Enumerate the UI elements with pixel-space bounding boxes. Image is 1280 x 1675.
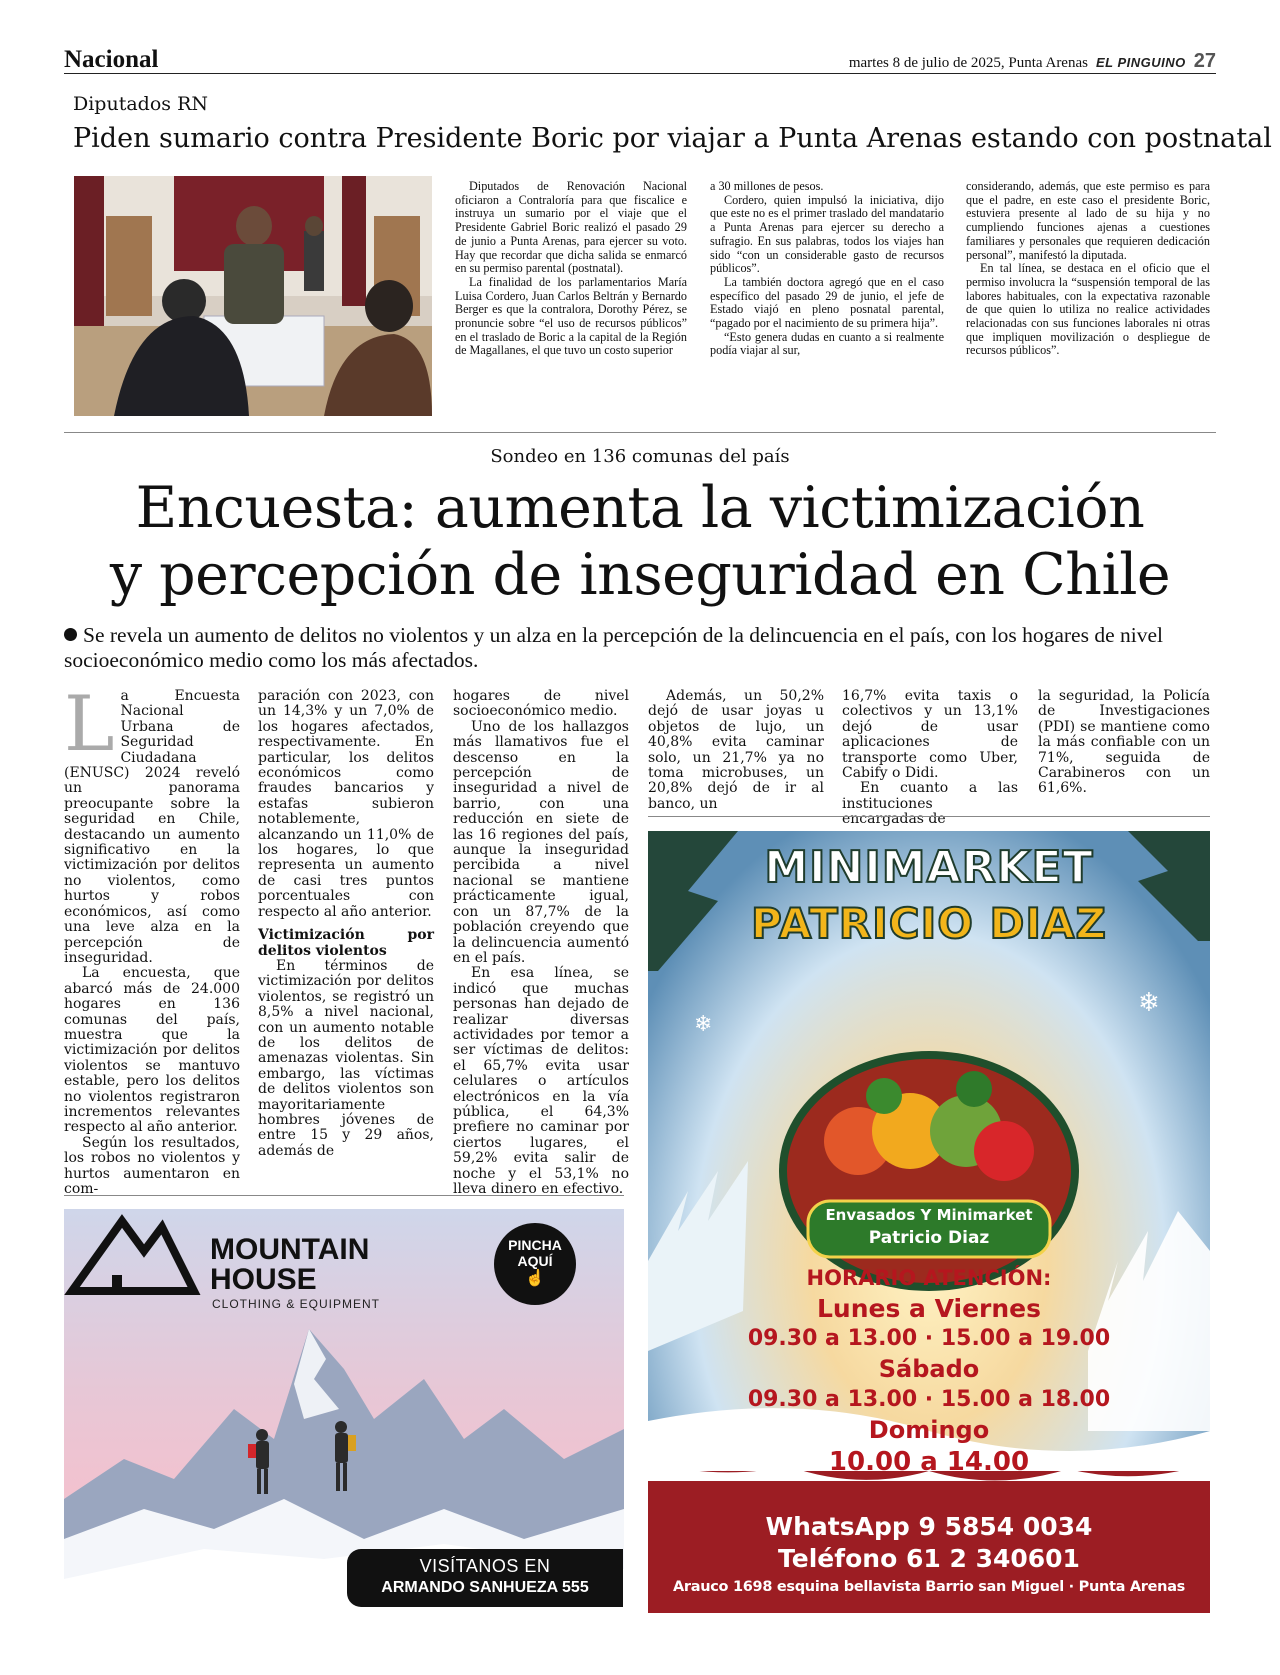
mountain-house-ad[interactable] xyxy=(64,1209,624,1613)
subhead: Victimización por delitos violentos xyxy=(258,927,434,959)
weekday-label: Lunes a Viernes xyxy=(816,1294,1042,1323)
paragraph: considerando, además, que este permiso es para que el padre, en este caso el presidente Boric, estuviera presente al lado de su hija y no cumpliendo funciones ajenas a cuestiones familiares y personales que requieren dedicación personal”, manifestó la diputada. xyxy=(966,179,1210,262)
story2-column-2 xyxy=(258,689,434,1159)
story1-kicker: Diputados RN xyxy=(73,93,208,115)
paragraph: En tal línea, se destaca en el oficio que el permiso involucra la “suspensión temporal de las labores habituales, con la expectativa razonable de que quien lo utiliza no realice actividades relacionadas con sus funciones laborales ni otras que impliquen movilización o despliegue de recursos públicos”. xyxy=(966,261,1210,358)
pointer-icon: ☝ xyxy=(525,1270,545,1287)
lede-text: Se revela un aumento de delitos no violentos y un alza en la percepción de la delincuencia en el país, con los hogares de nivel socioeconómico medio como los más afectados. xyxy=(64,623,1163,672)
paragraph: hogares de nivel socioeconómico medio. xyxy=(453,688,629,720)
story2-column-5 xyxy=(842,689,1018,828)
opening-hours xyxy=(648,1263,1210,1478)
paragraph: La encuesta, que abarcó más de 24.000 hogares en 136 comunas del país, muestra que la victimización por delitos violentos se mantuvo estable, pero los delitos no violentos registraron incrementos relevantes respecto al año anterior. xyxy=(64,965,240,1136)
story1-photo xyxy=(74,176,432,416)
store-address: Arauco 1698 esquina bellavista Barrio san Miguel · Punta Arenas xyxy=(672,1579,1186,1595)
visit-line-1: VISÍTANOS EN xyxy=(419,1556,551,1576)
paragraph: “Esto genera dudas en cuanto a si realmente podía viajar al sur, xyxy=(710,329,944,358)
store-name xyxy=(648,839,1210,951)
page-header xyxy=(64,46,1216,74)
story1-column-1 xyxy=(455,180,687,358)
divider xyxy=(64,1195,624,1196)
saturday-label: Sábado xyxy=(878,1355,980,1383)
bullet-icon xyxy=(64,628,77,641)
paragraph: En esa línea, se indicó que muchas personas han dejado de realizar diversas actividades por temor a ser víctimas de delitos: el 65,7% evita usar celulares o artículos electrónicos en la vía pública, el 64,3% prefiere no caminar por ciertos lugares, el 59,2% evita salir de noche y el 53,1% no lleva dinero en efectivo. xyxy=(453,965,629,1197)
phone-number[interactable]: Teléfono 61 2 340601 xyxy=(778,1544,1080,1573)
weekday-hours: 09.30 a 13.00 · 15.00 a 19.00 xyxy=(747,1326,1111,1351)
store-logo-label xyxy=(808,1204,1050,1250)
paragraph: Según los resultados, los robos no violentos y hurtos aumentaron en com- xyxy=(64,1134,240,1197)
contact-info xyxy=(648,1511,1210,1599)
sunday-label: Domingo xyxy=(868,1416,990,1444)
paragraph: Diputados de Renovación Nacional oficiaron a Contraloría para que fiscalice e instruya un sumario por el viaje que el Presidente Gabriel Boric realizó el pasado 29 de junio a Punta Arenas, para ejercer su voto. Hay que recordar que dicha salida se enmarcó en su permiso parental (postnatal). xyxy=(455,179,687,276)
logo-line-1: Envasados Y Minimarket xyxy=(825,1206,1033,1224)
logo-line-2: Patricio Diaz xyxy=(868,1228,990,1248)
svg-text:❄: ❄ xyxy=(694,1011,713,1036)
paragraph: 16,7% evita taxis o colectivos y un 13,1% dejó de usar aplicaciones de transporte como Uber, Cabify o Didi. xyxy=(842,688,1018,782)
divider xyxy=(64,432,1216,433)
paragraph: Uno de los hallazgos más llamativos fue el descenso en la percepción de inseguridad a nivel de barrio, con una reducción en siete de las 16 regiones del país, aunque la inseguridad percibida a nivel nacional se mantiene prácticamente igual, con un 87,7% de la población creyendo que la delincuencia aumentó en el país. xyxy=(453,718,629,966)
visit-address: ARMANDO SANHUEZA 555 xyxy=(381,1579,589,1596)
story1-headline: Piden sumario contra Presidente Boric por viajar a Punta Arenas estando con postnatal xyxy=(73,123,1272,154)
paragraph: la seguridad, la Policía de Investigaciones (PDI) se mantiene como la más confiable con un 71%, seguida de Carabineros con un 61,6%. xyxy=(1038,688,1210,797)
drop-cap: L xyxy=(64,679,115,768)
paragraph: La finalidad de los parlamentarios María Luisa Cordero, Juan Carlos Beltrán y Bernardo Berger es que la contralora, Dorothy Pérez, se pronuncie sobre “el uso de recursos públicos” en el traslado de Boric a la capital de la Región de Magallanes, el que tuvo un costo superior xyxy=(455,274,687,358)
paragraph: En cuanto a las instituciones encargadas de xyxy=(842,780,1018,828)
story2-column-3 xyxy=(453,689,629,1197)
paragraph: Además, un 50,2% dejó de usar joyas u objetos de lujo, un 40,8% evita caminar solo, un 21,7% ya no toma microbuses, un 20,8% dejó de ir al banco, un xyxy=(648,688,824,812)
visit-banner xyxy=(347,1549,623,1607)
story2-lede xyxy=(64,623,1216,673)
story2-column-1 xyxy=(64,679,240,1197)
divider xyxy=(648,816,1210,817)
issue-date: martes 8 de julio de 2025, Punta Arenas xyxy=(848,55,1088,71)
brand-tagline: CLOTHING & EQUIPMENT xyxy=(212,1297,381,1311)
minimarket-ad[interactable] xyxy=(648,831,1210,1613)
story2-kicker: Sondeo en 136 comunas del país xyxy=(490,446,790,467)
hours-title: HORARIO ATENCIÓN: xyxy=(806,1266,1052,1290)
story2-column-4 xyxy=(648,689,824,812)
paragraph: Cordero, quien impulsó la iniciativa, dijo que este no es el primer traslado del mandatario a Punta Arenas para ejercer su derecho a sufragio. En sus palabras, todos los viajes han sido “con un considerable gasto de recursos públicos”. xyxy=(710,192,944,276)
paragraph: En términos de victimización por delitos violentos, se registró un 8,5% a nivel nacional, con un aumento notable de los delitos de amenazas violentas. Sin embargo, las víctimas de delitos violentos son mayoritariamente hombres jóvenes de entre 15 y 29 años, además de xyxy=(258,957,434,1159)
cta-line-1: PINCHA xyxy=(508,1237,562,1253)
page-number: 27 xyxy=(1193,50,1216,72)
header-meta xyxy=(849,50,1216,73)
section-name: Nacional xyxy=(64,46,159,73)
story1-column-3 xyxy=(966,180,1210,358)
pincha-aqui-button[interactable] xyxy=(494,1223,576,1305)
newspaper-brand: EL PINGUINO xyxy=(1095,55,1186,70)
brand-name xyxy=(210,1235,369,1295)
store-name-line-2: PATRICIO DIAZ xyxy=(750,899,1107,948)
paragraph: a Encuesta Nacional Urbana de Seguridad Ciudadana (ENUSC) 2024 reveló un panorama preocupante sobre la seguridad en Chile, destacando un aumento significativo en la victimización por delitos no violentos, como hurtos y robos económicos, así como una leve alza en la percepción de inseguridad. xyxy=(64,688,240,966)
paragraph: La también doctora agregó que en el caso específico del pasado 29 de junio, el jefe de Estado viajó en pleno posnatal parental, “pagado por el nacimiento de su primera hija”. xyxy=(710,274,944,331)
store-name-line-1: MINIMARKET xyxy=(764,842,1094,893)
paragraph: a 30 millones de pesos. xyxy=(710,179,824,193)
brand-line-1: MOUNTAIN xyxy=(210,1233,370,1266)
paragraph: paración con 2023, con un 14,3% y un 7,0% de los hogares afectados, respectivamente. En particular, los delitos económicos como fraudes bancarios y estafas subieron notablemente, alcanzando un 11,0% de los hogares, lo que representa un aumento de casi tres puntos porcentuales con respecto al año anterior. xyxy=(258,688,434,920)
brand-line-2: HOUSE xyxy=(210,1263,317,1296)
saturday-hours: 09.30 a 13.00 · 15.00 a 18.00 xyxy=(747,1387,1111,1412)
svg-text:❄: ❄ xyxy=(1138,988,1160,1017)
sunday-hours: 10.00 a 14.00 xyxy=(828,1447,1030,1477)
story2-column-6 xyxy=(1038,689,1210,797)
story2-headline-line-2: y percepción de inseguridad en Chile xyxy=(109,542,1171,608)
story2-headline-line-1: Encuesta: aumenta la victimización xyxy=(135,475,1145,541)
cta-line-2: AQUÍ xyxy=(517,1253,553,1269)
whatsapp-number[interactable]: WhatsApp 9 5854 0034 xyxy=(765,1512,1093,1541)
story1-column-2 xyxy=(710,180,944,358)
